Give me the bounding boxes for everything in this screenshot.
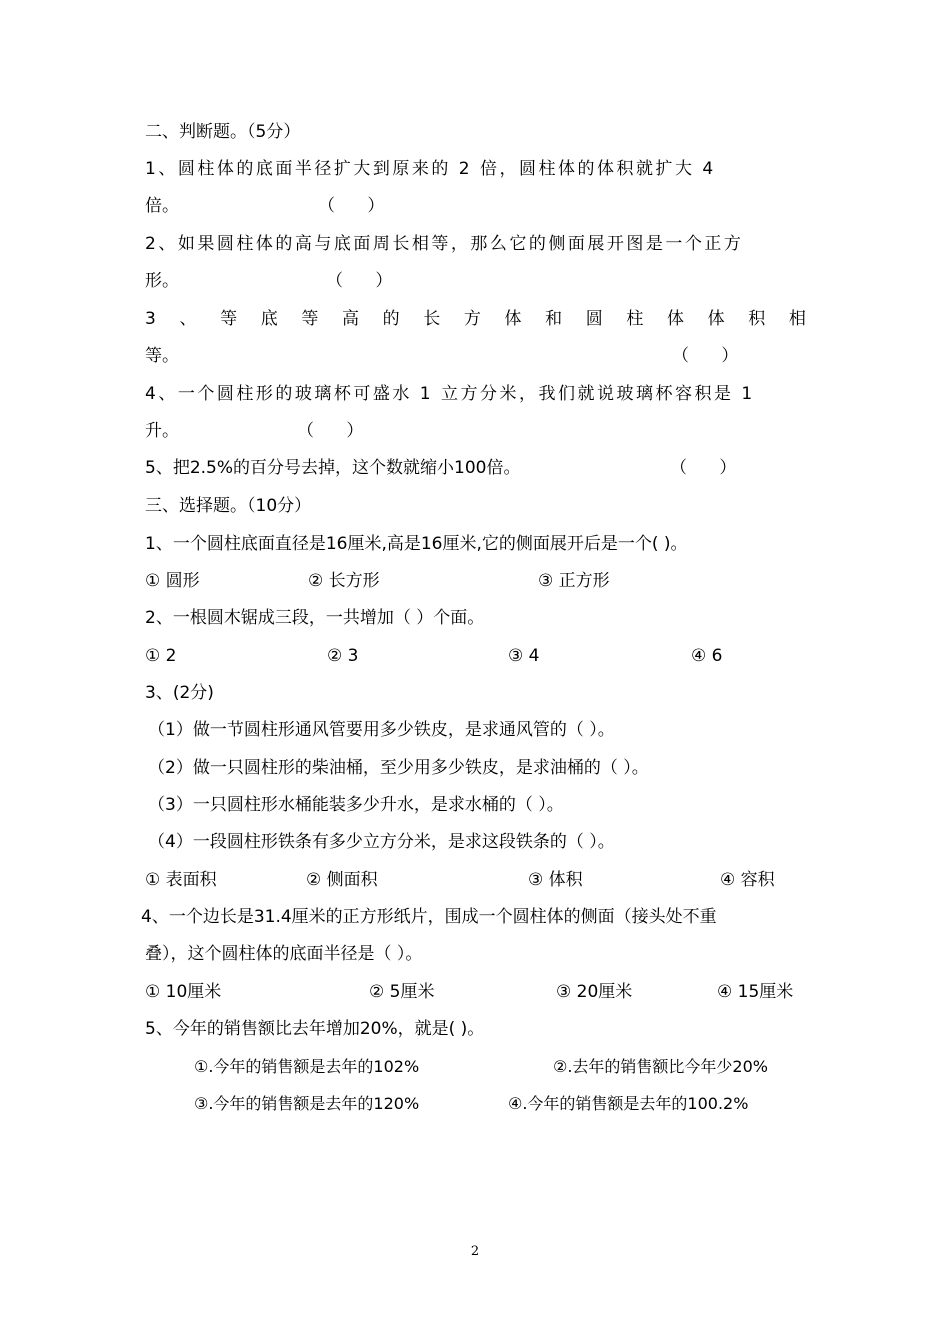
q3-char: 长 xyxy=(423,309,441,329)
q3-char: 等 xyxy=(301,309,319,329)
page-number: 2 xyxy=(470,1244,480,1259)
option[interactable]: ③ 体积 xyxy=(528,870,583,890)
option[interactable]: ① 圆形 xyxy=(145,571,200,591)
judge-q4-line1: 4、一个圆柱形的玻璃杯可盛水 1 立方分米，我们就说玻璃杯容积是 1 xyxy=(145,384,755,404)
choice-q5: 5、今年的销售额比去年增加20%，就是( )。 xyxy=(145,1019,485,1039)
option[interactable]: ① 2 xyxy=(145,646,177,666)
option[interactable]: ③ 20厘米 xyxy=(556,982,633,1002)
judge-q2-line1: 2、如果圆柱体的高与底面周长相等，那么它的侧面展开图是一个正方 xyxy=(145,234,744,254)
q3-char: 体 xyxy=(666,309,684,329)
choice-q3-sub4: （4）一段圆柱形铁条有多少立方分米，是求这段铁条的（ ）。 xyxy=(148,832,615,852)
q3-char: 、 xyxy=(179,309,197,329)
option[interactable]: ②.去年的销售额比今年少20% xyxy=(553,1057,768,1076)
option[interactable]: ③ 正方形 xyxy=(538,571,610,591)
judge-q3-line2: 等。 xyxy=(145,346,179,366)
option[interactable]: ③.今年的销售额是去年的120% xyxy=(194,1094,420,1113)
q3-char: 体 xyxy=(504,309,522,329)
option[interactable]: ② 长方形 xyxy=(308,571,380,591)
option[interactable]: ② 3 xyxy=(327,646,359,666)
judge-q5: 5、把2.5%的百分号去掉，这个数就缩小100倍。 xyxy=(145,458,521,478)
q3-char: 方 xyxy=(463,309,481,329)
choice-q2: 2、一根圆木锯成三段，一共增加（ ）个面。 xyxy=(145,608,485,628)
choice-q3: 3、(2分) xyxy=(145,683,214,703)
choice-q5-options-row2 xyxy=(0,1093,950,1115)
section-3-title: 三、选择题。（10分） xyxy=(145,496,312,516)
q3-char: 底 xyxy=(260,309,278,329)
judge-q5-answer-blank[interactable]: （ ） xyxy=(670,458,737,478)
q3-char: 和 xyxy=(545,309,563,329)
q3-char: 圆 xyxy=(585,309,603,329)
choice-q1-options xyxy=(0,570,950,592)
judge-q1-line2: 倍。 xyxy=(145,196,179,216)
choice-q3-sub2: （2）做一只圆柱形的柴油桶，至少用多少铁皮，是求油桶的（ ）。 xyxy=(148,758,649,778)
judge-q3-line1 xyxy=(145,308,806,330)
choice-q4-line1: 4、一个边长是31.4厘米的正方形纸片，围成一个圆柱体的侧面（接头处不重 xyxy=(141,907,717,927)
judge-q3-answer-blank[interactable]: （ ） xyxy=(672,346,739,366)
q3-char: 高 xyxy=(341,309,359,329)
q3-char: 的 xyxy=(382,309,400,329)
q3-char: 相 xyxy=(788,309,806,329)
option[interactable]: ① 10厘米 xyxy=(145,982,222,1002)
q3-char: 积 xyxy=(748,309,766,329)
judge-q1-answer-blank[interactable]: （ ） xyxy=(318,196,385,216)
option[interactable]: ② 侧面积 xyxy=(306,870,378,890)
option[interactable]: ④ 15厘米 xyxy=(717,982,794,1002)
section-2-title: 二、判断题。（5分） xyxy=(145,122,301,142)
q3-char: 3 xyxy=(145,309,156,329)
judge-q2-line2: 形。 xyxy=(145,271,179,291)
choice-q4-options xyxy=(0,981,950,1003)
q3-char: 等 xyxy=(220,309,238,329)
option[interactable]: ①.今年的销售额是去年的102% xyxy=(194,1057,420,1076)
option[interactable]: ④ 容积 xyxy=(720,870,775,890)
choice-q5-options-row1 xyxy=(0,1056,950,1078)
option[interactable]: ① 表面积 xyxy=(145,870,217,890)
option[interactable]: ④.今年的销售额是去年的100.2% xyxy=(508,1094,749,1113)
choice-q3-sub3: （3）一只圆柱形水桶能装多少升水，是求水桶的（ ）。 xyxy=(148,795,564,815)
q3-char: 体 xyxy=(707,309,725,329)
choice-q4-line2: 叠），这个圆柱体的底面半径是（ ）。 xyxy=(145,944,423,964)
judge-q1-line1: 1、圆柱体的底面半径扩大到原来的 2 倍，圆柱体的体积就扩大 4 xyxy=(145,159,716,179)
option[interactable]: ③ 4 xyxy=(508,646,540,666)
option[interactable]: ④ 6 xyxy=(691,646,723,666)
judge-q4-line2: 升。 xyxy=(145,421,179,441)
choice-q1: 1、一个圆柱底面直径是16厘米,高是16厘米,它的侧面展开后是一个( )。 xyxy=(145,534,688,554)
judge-q2-answer-blank[interactable]: （ ） xyxy=(326,271,393,291)
judge-q4-answer-blank[interactable]: （ ） xyxy=(297,421,364,441)
choice-q2-options xyxy=(0,645,950,667)
option[interactable]: ② 5厘米 xyxy=(369,982,435,1002)
choice-q3-options xyxy=(0,869,950,891)
q3-char: 柱 xyxy=(626,309,644,329)
choice-q3-sub1: （1）做一节圆柱形通风管要用多少铁皮，是求通风管的（ ）。 xyxy=(148,720,615,740)
